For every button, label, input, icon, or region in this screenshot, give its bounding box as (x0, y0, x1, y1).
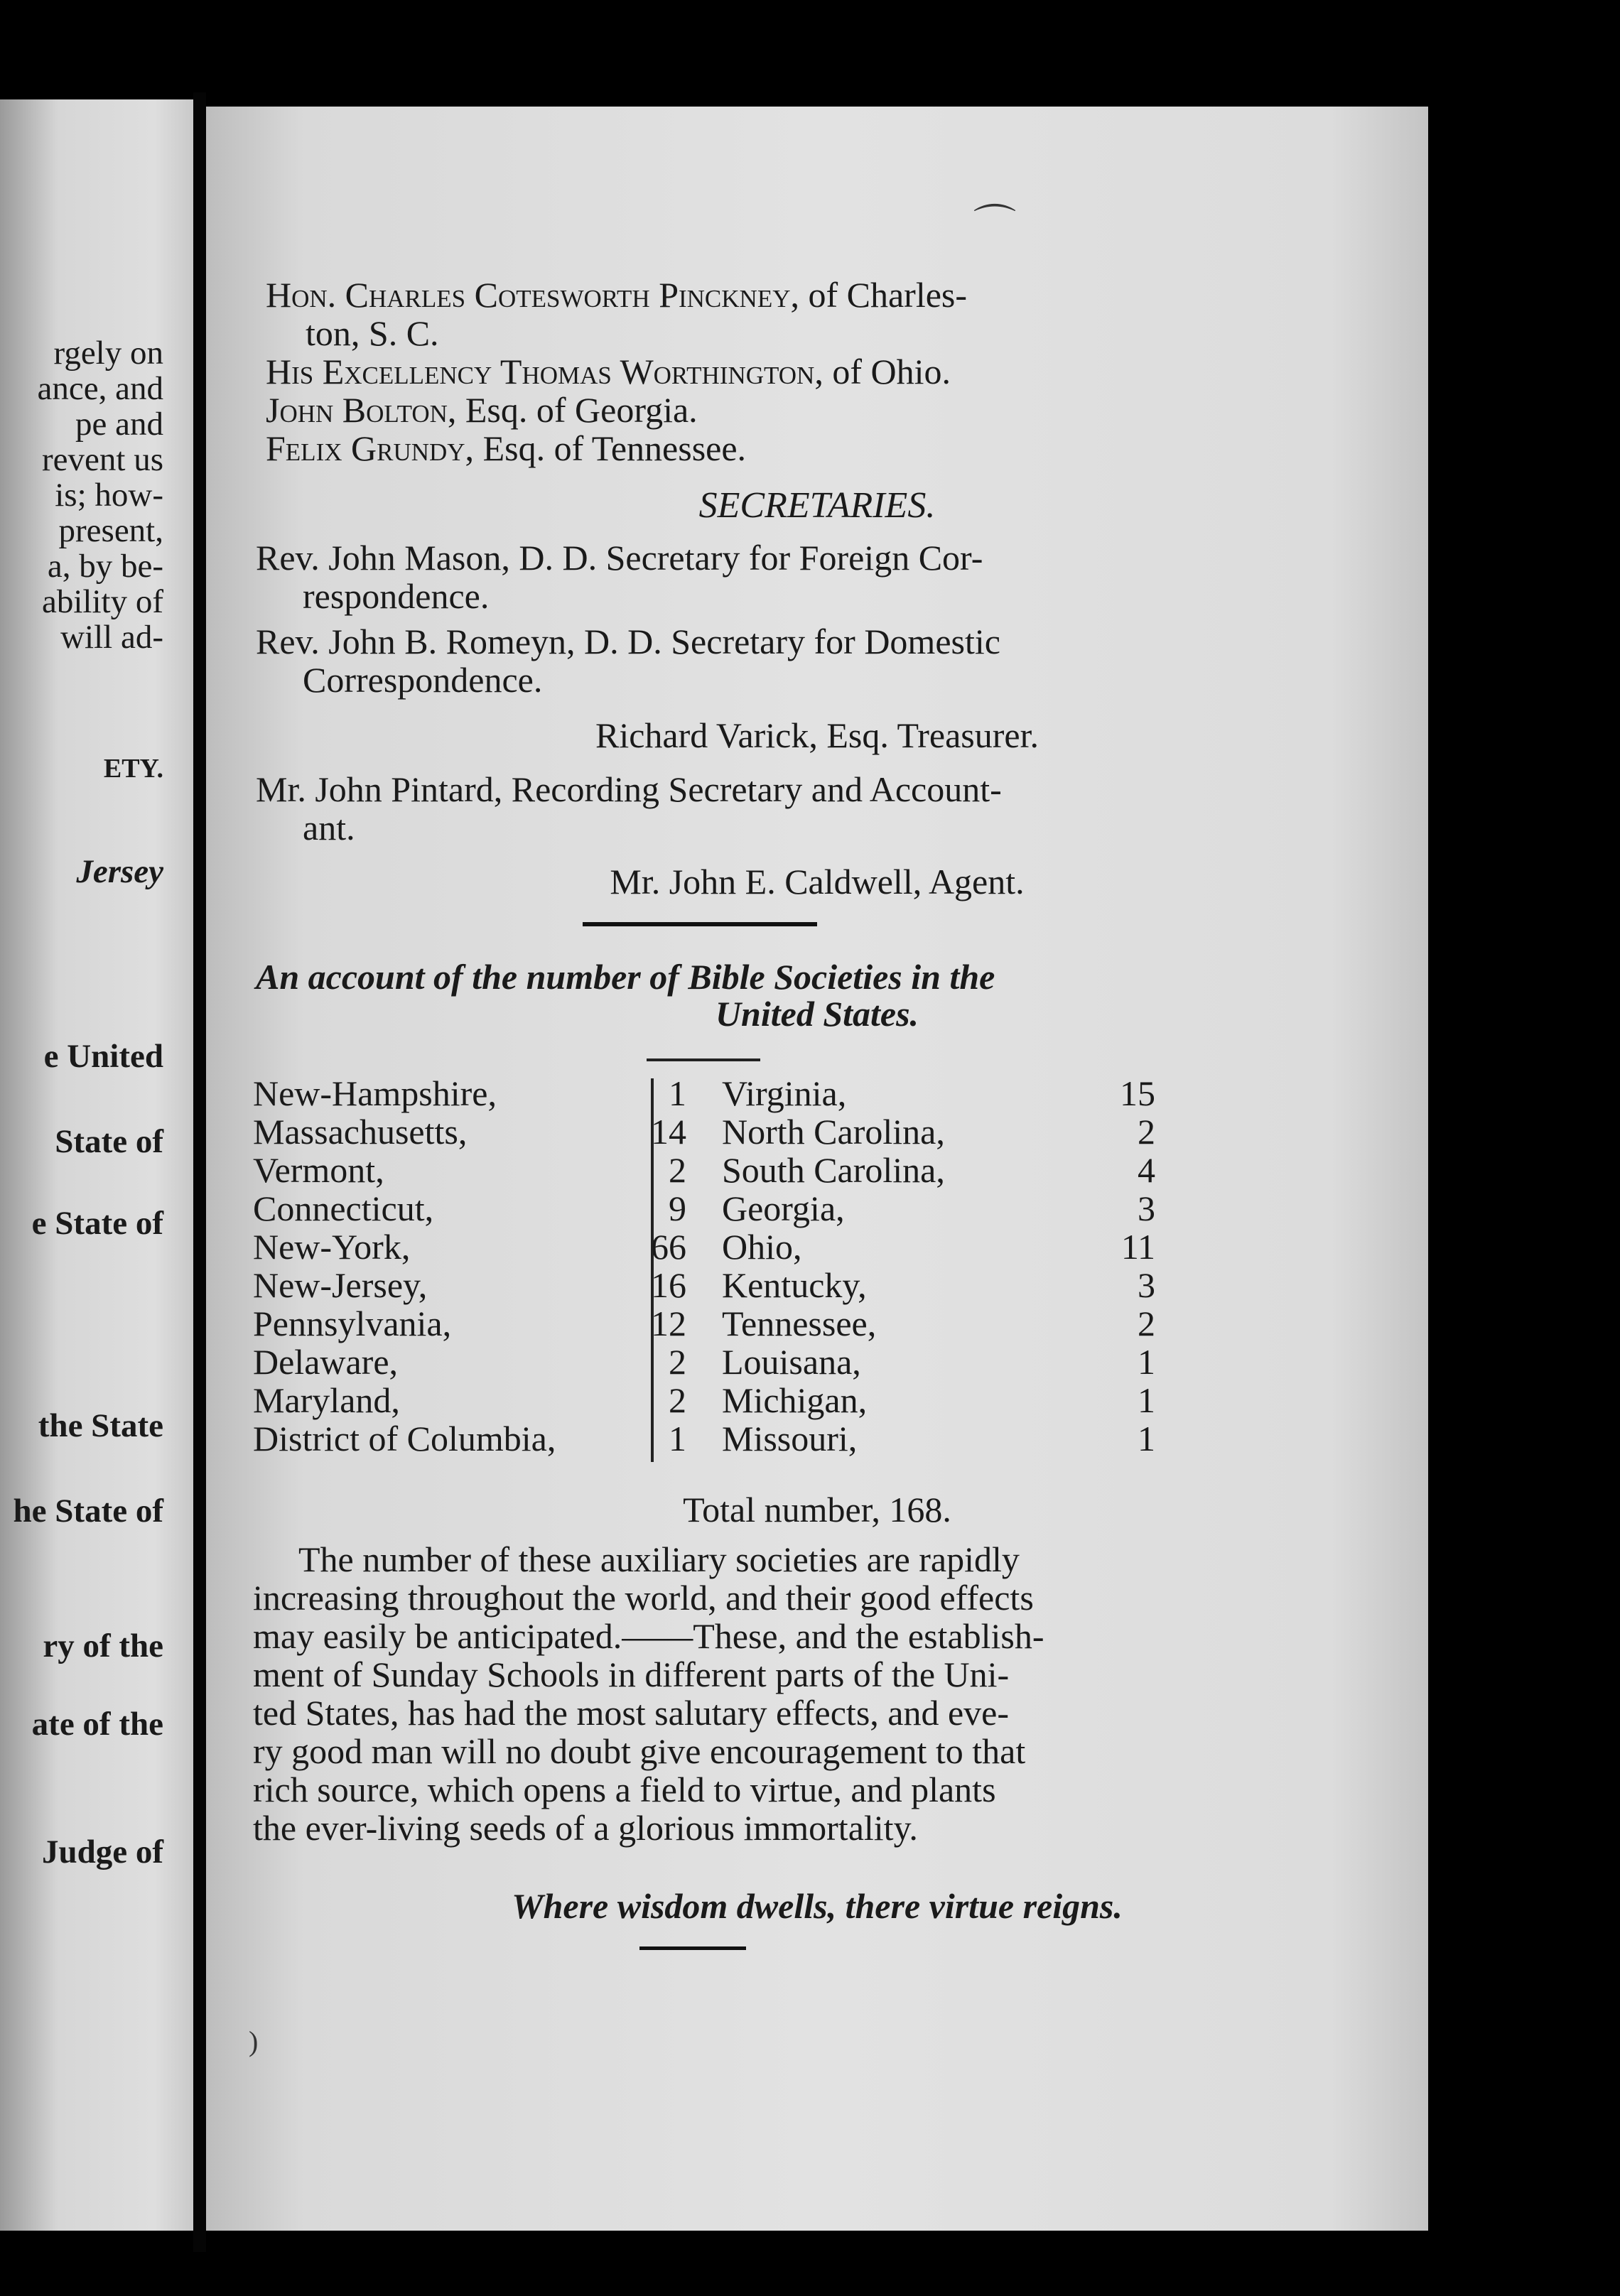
state-name-left: New-York, (253, 1227, 411, 1267)
officer-suffix: ton, S. C. (306, 313, 439, 353)
left-fragment: the State (38, 1407, 163, 1444)
paragraph-line: ted States, has had the most salutary effects, and eve- (253, 1693, 1010, 1733)
state-name-left: Delaware, (253, 1342, 399, 1382)
secretary-line: Rev. John B. Romeyn, D. D. Secretary for Domestic (256, 622, 1000, 661)
recording-secretary-line: Mr. John Pintard, Recording Secretary and Account- (256, 769, 1002, 809)
left-fragment: ry of the (43, 1628, 163, 1664)
officer-line (266, 354, 951, 389)
paragraph-line: rich source, which opens a field to virtue, and plants (253, 1770, 996, 1809)
society-count-left: 14 (651, 1112, 686, 1152)
page-gutter (193, 92, 206, 2252)
closing-motto: Where wisdom dwells, there virtue reigns. (512, 1886, 1123, 1926)
table-row (253, 1073, 1170, 1111)
previous-page-fragment (0, 99, 193, 2231)
society-count-right: 4 (1138, 1150, 1155, 1190)
officer-line (266, 277, 967, 313)
officer-line (266, 392, 698, 428)
table-row (253, 1111, 1170, 1152)
state-name-left: Vermont, (253, 1150, 384, 1190)
pen-mark: ⌒ (973, 202, 1016, 249)
society-count-right: 2 (1138, 1112, 1155, 1152)
state-name-left: Connecticut, (253, 1188, 434, 1228)
state-name-left: New-Hampshire, (253, 1073, 497, 1113)
officer-name: John Bolton, (266, 390, 457, 430)
officer-suffix: Esq. of Tennessee. (474, 428, 747, 468)
society-count-left: 12 (651, 1304, 686, 1343)
secretary-line: respondence. (303, 576, 490, 616)
table-row (253, 1188, 1170, 1226)
paragraph-line: increasing throughout the world, and their good effects (253, 1578, 1034, 1618)
society-count-right: 2 (1138, 1304, 1155, 1343)
left-fragment: pe and (75, 406, 163, 443)
table-row (253, 1226, 1170, 1265)
closing-rule (639, 1946, 746, 1950)
paragraph-line: ment of Sunday Schools in different parts of the Uni- (253, 1655, 1010, 1694)
state-name-right: South Carolina, (722, 1150, 945, 1190)
society-count-left: 66 (651, 1227, 686, 1267)
left-fragment: will ad- (60, 619, 163, 656)
society-count-right: 15 (1120, 1073, 1155, 1113)
account-title: United States. (715, 994, 919, 1034)
paragraph-line: may easily be anticipated.——These, and the establish- (253, 1616, 1044, 1656)
society-count-right: 1 (1138, 1419, 1155, 1458)
left-fragment: ate of the (31, 1706, 163, 1743)
officer-suffix: Esq. of Georgia. (456, 390, 698, 430)
pen-mark: ) (249, 2025, 259, 2057)
state-name-left: District of Columbia, (253, 1419, 556, 1458)
officer-name: His Excellency Thomas Worthington, (266, 352, 824, 391)
left-fragment: ance, and (37, 370, 163, 407)
officer-suffix: of Charles- (799, 275, 968, 315)
state-name-right: North Carolina, (722, 1112, 945, 1152)
paragraph-line: ry good man will no doubt give encouragement to that (253, 1731, 1026, 1771)
state-name-left: Maryland, (253, 1380, 400, 1420)
state-name-right: Virginia, (722, 1073, 847, 1113)
officer-name: Hon. Charles Cotesworth Pinckney, (266, 275, 799, 315)
table-row (253, 1380, 1170, 1418)
state-name-right: Michigan, (722, 1380, 868, 1420)
society-count-right: 1 (1138, 1342, 1155, 1382)
state-name-right: Louisana, (722, 1342, 861, 1382)
state-name-right: Georgia, (722, 1188, 845, 1228)
left-fragment: ability of (42, 583, 163, 620)
officer-line (306, 315, 439, 351)
table-row (253, 1265, 1170, 1303)
society-count-left: 16 (651, 1265, 686, 1305)
table-row (253, 1149, 1170, 1188)
paragraph-line: the ever-living seeds of a glorious immortality. (253, 1808, 918, 1848)
table-row (253, 1341, 1170, 1380)
society-count-left: 2 (669, 1380, 686, 1420)
table-top-rule (647, 1058, 760, 1061)
left-fragment: rgely on (53, 335, 163, 372)
total-line: Total number, 168. (683, 1490, 951, 1529)
bible-societies-table (253, 1073, 1170, 1456)
state-name-right: Kentucky, (722, 1265, 867, 1305)
table-row (253, 1303, 1170, 1341)
left-fragment: e United (43, 1038, 163, 1075)
left-fragment: he State of (13, 1493, 163, 1529)
society-count-left: 9 (669, 1188, 686, 1228)
agent-line: Mr. John E. Caldwell, Agent. (610, 862, 1025, 901)
society-count-left: 2 (669, 1150, 686, 1190)
table-row (253, 1418, 1170, 1456)
society-count-left: 1 (669, 1419, 686, 1458)
left-fragment: ETY. (103, 754, 163, 784)
left-fragment: Jersey (76, 853, 163, 890)
left-fragment: State of (55, 1123, 163, 1160)
state-name-right: Missouri, (722, 1419, 858, 1458)
society-count-right: 3 (1138, 1188, 1155, 1228)
paragraph-line: The number of these auxiliary societies are rapidly (298, 1539, 1020, 1579)
document-page (206, 107, 1428, 2231)
left-fragment: Judge of (41, 1834, 163, 1870)
society-count-right: 1 (1138, 1380, 1155, 1420)
state-name-right: Ohio, (722, 1227, 802, 1267)
recording-secretary-line: ant. (303, 808, 355, 848)
section-rule (583, 922, 817, 926)
left-fragment: revent us (42, 441, 163, 478)
account-title: An account of the number of Bible Societies in the (256, 957, 995, 997)
left-fragment: present, (58, 512, 163, 549)
secretary-line: Rev. John Mason, D. D. Secretary for Foreign Cor- (256, 538, 983, 578)
treasurer-line: Richard Varick, Esq. Treasurer. (595, 715, 1039, 755)
left-fragment: is; how- (55, 477, 163, 514)
officer-name: Felix Grundy, (266, 428, 475, 468)
left-fragment: a, by be- (47, 548, 163, 585)
society-count-left: 2 (669, 1342, 686, 1382)
officer-suffix: of Ohio. (823, 352, 951, 391)
secretary-line: Correspondence. (303, 660, 543, 700)
society-count-right: 11 (1120, 1227, 1155, 1267)
secretaries-heading: SECRETARIES. (698, 485, 936, 526)
officer-line (266, 430, 746, 466)
state-name-left: Massachusetts, (253, 1112, 468, 1152)
state-name-left: Pennsylvania, (253, 1304, 452, 1343)
left-fragment: e State of (31, 1205, 163, 1242)
society-count-right: 3 (1138, 1265, 1155, 1305)
society-count-left: 1 (669, 1073, 686, 1113)
state-name-left: New-Jersey, (253, 1265, 428, 1305)
state-name-right: Tennessee, (722, 1304, 877, 1343)
